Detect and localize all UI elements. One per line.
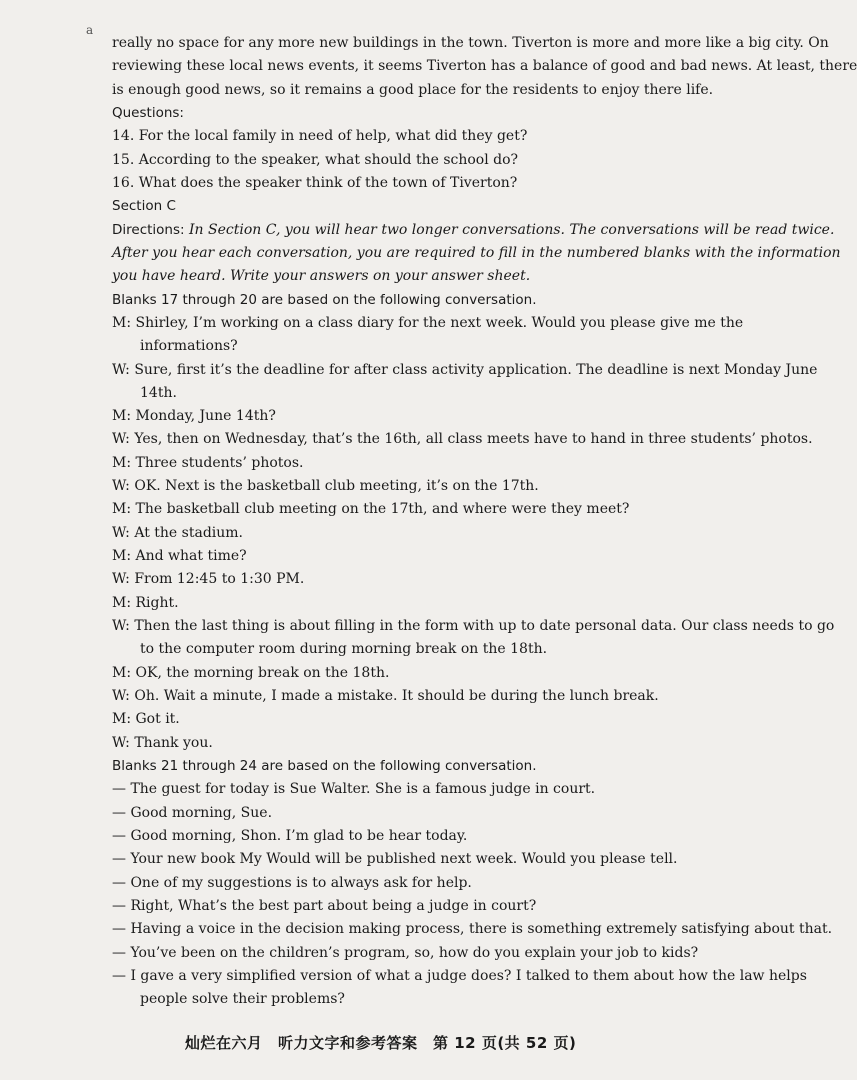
text-line: Blanks 21 through 24 are based on the following conversation. [112, 757, 537, 774]
text-line: W: At the stadium. [112, 524, 243, 541]
text-line: — The guest for today is Sue Walter. She is a famous judge in court. [112, 781, 596, 798]
text-line: W: Yes, then on Wednesday, that’s the 16th, all class meets have to hand in three students’ photos. [112, 431, 813, 448]
text-line: W: OK. Next is the basketball club meeting, it’s on the 17th. [112, 478, 539, 495]
page-footer: 灿烂在六月 听力文字和参考答案 第 12 页(共 52 页) [185, 1034, 577, 1052]
text-line: — Good morning, Shon. I’m glad to be hear today. [112, 827, 468, 844]
text-line: Blanks 17 through 20 are based on the following conversation. [112, 291, 537, 308]
text-line: Questions: [112, 105, 184, 121]
text-line: people solve their problems? [140, 991, 345, 1008]
text-line: W: From 12:45 to 1:30 PM. [112, 571, 305, 588]
text-line: — One of my suggestions is to always ask for help. [112, 874, 472, 891]
edge-mark: a [86, 23, 94, 37]
directions-text: In Section C, you will hear two longer conversations. The conversations will be read twice. [184, 221, 835, 238]
text-line: M: Shirley, I’m working on a class diary for the next week. Would you please give me the [112, 314, 744, 331]
directions-label: Directions: [112, 221, 185, 238]
text-line: — Having a voice in the decision making process, there is something extremely satisfying about that. [112, 921, 833, 938]
text-line: reviewing these local news events, it seems Tiverton has a balance of good and bad news. At least, there [112, 58, 857, 75]
text-line: W: Then the last thing is about filling in the form with up to date personal data. Our class needs to go [112, 618, 835, 634]
text-line: you have heard. Write your answers on your answer sheet. [112, 268, 531, 285]
text-line: informations? [140, 338, 238, 355]
text-line: really no space for any more new buildings in the town. Tiverton is more and more like a big city. On [112, 35, 829, 51]
text-line: W: Oh. Wait a minute, I made a mistake. It should be during the lunch break. [112, 688, 659, 704]
text-line: M: The basketball club meeting on the 17th, and where were they meet? [112, 501, 630, 518]
text-line: 14. For the local family in need of help, what did they get? [112, 128, 528, 145]
text-line: — You’ve been on the children’s program, so, how do you explain your job to kids? [112, 944, 699, 961]
text-line: W: Thank you. [112, 734, 213, 751]
text-line: — Your new book My Would will be published next week. Would you please tell. [112, 851, 678, 868]
text-line: — Good morning, Sue. [112, 804, 273, 821]
text-line: After you hear each conversation, you are required to fill in the numbered blanks with the information [112, 244, 841, 261]
text-line: M: Right. [112, 594, 179, 611]
text-line [112, 221, 835, 239]
text-line: Section C [112, 198, 176, 215]
text-line: 14th. [140, 384, 177, 401]
text-line: M: Monday, June 14th? [112, 408, 276, 425]
text-line: M: Three students’ photos. [112, 454, 304, 471]
text-line: W: Sure, first it’s the deadline for after class activity application. The deadline is next Monday June [112, 361, 818, 378]
text-line: M: And what time? [112, 548, 247, 564]
text-line: is enough good news, so it remains a good place for the residents to enjoy there life. [112, 81, 714, 98]
text-line: M: Got it. [112, 711, 180, 728]
text-line: — I gave a very simplified version of what a judge does? I talked to them about how the law helps [112, 967, 807, 984]
text-line: M: OK, the morning break on the 18th. [112, 664, 390, 681]
text-line: 15. According to the speaker, what should the school do? [112, 151, 519, 168]
text-line: 16. What does the speaker think of the town of Tiverton? [112, 174, 518, 191]
text-line: — Right, What’s the best part about being a judge in court? [112, 897, 537, 914]
text-line: to the computer room during morning break on the 18th. [140, 641, 548, 658]
